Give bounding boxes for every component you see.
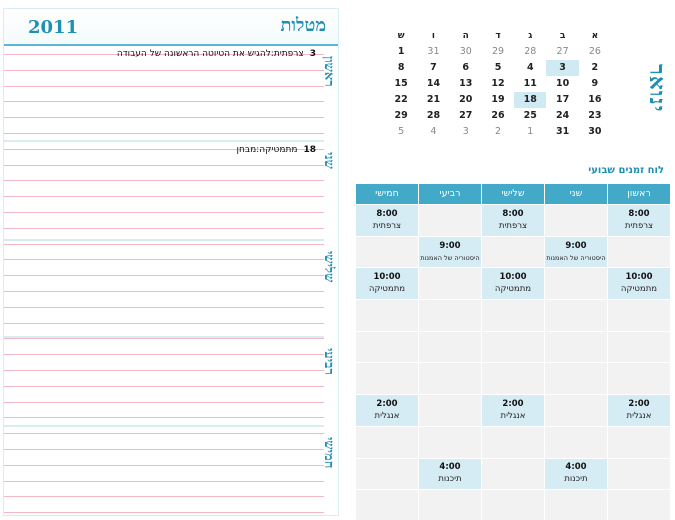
calendar-week-row xyxy=(385,124,611,140)
slot-time: 4:00 xyxy=(565,462,587,473)
schedule-slot[interactable] xyxy=(418,458,481,490)
calendar-day[interactable]: 28 xyxy=(426,110,441,121)
task-text: מתמטיקה:מבחן xyxy=(236,145,298,155)
schedule-slot[interactable] xyxy=(481,204,544,236)
schedule-slot[interactable] xyxy=(355,299,418,331)
calendar-day[interactable]: 2 xyxy=(494,126,502,137)
ruled-line xyxy=(4,465,324,466)
section-divider xyxy=(4,425,324,427)
task-entry[interactable] xyxy=(117,49,316,59)
slot-time: 2:00 xyxy=(502,398,524,409)
task-day-label: חמישי xyxy=(321,437,336,469)
ruled-line xyxy=(4,165,324,166)
schedule-slot[interactable] xyxy=(355,204,418,236)
schedule-row xyxy=(355,362,670,394)
schedule-slot[interactable] xyxy=(418,426,481,458)
schedule-slot[interactable] xyxy=(481,236,544,268)
month-name: ינואר xyxy=(644,63,670,113)
calendar-weekday: א xyxy=(591,31,599,41)
ruled-line xyxy=(4,402,324,403)
calendar-day[interactable]: 25 xyxy=(523,110,537,121)
calendar-weekday: ג xyxy=(528,31,533,41)
ruled-line xyxy=(4,275,324,276)
schedule-row xyxy=(355,426,670,458)
calendar-day[interactable]: 28 xyxy=(524,46,537,57)
calendar-day[interactable]: 3 xyxy=(546,60,578,76)
calendar-weekday: ב xyxy=(559,31,566,41)
ruled-line xyxy=(4,338,324,339)
schedule-slot[interactable] xyxy=(607,267,670,299)
calendar-day[interactable]: 14 xyxy=(426,78,441,89)
ruled-line xyxy=(4,259,324,260)
ruled-line xyxy=(4,449,324,450)
schedule-row xyxy=(355,299,670,331)
schedule-slot[interactable] xyxy=(607,204,670,236)
schedule-slot[interactable] xyxy=(481,267,544,299)
schedule-slot[interactable] xyxy=(607,458,670,490)
schedule-row xyxy=(355,458,670,490)
task-day-label: ראשון xyxy=(321,56,336,87)
calendar-day[interactable]: 7 xyxy=(430,62,437,73)
slot-subject: אנגלית xyxy=(500,410,526,421)
calendar-day[interactable]: 27 xyxy=(459,110,473,121)
schedule-slot[interactable] xyxy=(544,362,607,394)
calendar-weekday: ה xyxy=(462,31,469,41)
task-day-number: 18 xyxy=(303,145,316,155)
task-day-label: שני xyxy=(321,152,336,169)
schedule-slot[interactable] xyxy=(544,236,607,268)
ruled-line xyxy=(4,323,324,324)
task-day-number: 3 xyxy=(309,49,316,59)
slot-time: 9:00 xyxy=(565,240,587,251)
schedule-row xyxy=(355,267,670,299)
schedule-slot[interactable] xyxy=(481,394,544,426)
schedule-slot[interactable] xyxy=(418,331,481,363)
slot-time: 8:00 xyxy=(376,208,398,219)
calendar-day[interactable]: 9 xyxy=(591,78,599,89)
schedule-slot[interactable] xyxy=(607,362,670,394)
calendar-day[interactable]: 15 xyxy=(394,78,408,89)
calendar-day[interactable]: 30 xyxy=(588,126,602,137)
section-divider xyxy=(4,336,324,338)
calendar-day[interactable]: 23 xyxy=(588,110,602,121)
schedule-slot[interactable] xyxy=(544,299,607,331)
calendar-day[interactable]: 19 xyxy=(491,94,505,105)
calendar-week-row xyxy=(385,92,611,108)
schedule-slot[interactable] xyxy=(418,299,481,331)
calendar-day[interactable]: 5 xyxy=(398,126,405,137)
schedule-day-header: רביעי xyxy=(418,184,481,204)
ruled-line xyxy=(4,228,324,229)
header-divider xyxy=(4,44,338,46)
slot-time: 2:00 xyxy=(376,398,398,409)
schedule-slot[interactable] xyxy=(355,362,418,394)
schedule-slot[interactable] xyxy=(418,267,481,299)
ruled-lines xyxy=(4,48,324,516)
schedule-slot[interactable] xyxy=(544,204,607,236)
year-label: 2011 xyxy=(28,17,79,38)
schedule-slot[interactable] xyxy=(544,331,607,363)
calendar-day[interactable]: 3 xyxy=(462,126,469,137)
task-text: צרפתית:להגיש את הטיוטה הראשונה של העבודה xyxy=(116,49,304,59)
calendar-day[interactable]: 1 xyxy=(397,46,405,57)
slot-time: 10:00 xyxy=(625,272,653,283)
slot-subject: היסטוריה של האמנות xyxy=(420,253,480,262)
calendar-day[interactable]: 29 xyxy=(491,46,505,57)
slot-time: 8:00 xyxy=(628,208,650,219)
ruled-line xyxy=(4,433,324,434)
calendar-day[interactable]: 1 xyxy=(527,126,534,137)
calendar-day[interactable]: 27 xyxy=(556,46,569,57)
ruled-line xyxy=(4,70,324,71)
schedule-slot[interactable] xyxy=(355,489,418,520)
calendar-day[interactable]: 26 xyxy=(588,46,601,57)
calendar-day[interactable]: 4 xyxy=(526,62,534,73)
schedule-slot[interactable] xyxy=(544,489,607,520)
calendar-day[interactable]: 13 xyxy=(459,78,473,89)
schedule-slot[interactable] xyxy=(481,331,544,363)
schedule-row xyxy=(355,394,670,426)
slot-time: 2:00 xyxy=(628,398,650,409)
slot-subject: היסטוריה של האמנות xyxy=(546,253,606,262)
calendar-weekday: ו xyxy=(431,31,435,41)
calendar-day[interactable]: 31 xyxy=(427,46,440,57)
schedule-day-header: שני xyxy=(544,184,607,204)
section-divider xyxy=(4,140,324,142)
ruled-line xyxy=(4,212,324,213)
schedule-row xyxy=(355,331,670,363)
slot-time: 10:00 xyxy=(373,272,401,283)
ruled-line xyxy=(4,196,324,197)
schedule-slot[interactable] xyxy=(481,299,544,331)
schedule-slot[interactable] xyxy=(481,489,544,520)
schedule-row xyxy=(355,236,670,268)
slot-subject: תיכנות xyxy=(564,474,588,485)
schedule-row xyxy=(355,204,670,236)
schedule-slot[interactable] xyxy=(355,267,418,299)
calendar-day[interactable]: 29 xyxy=(394,110,408,121)
schedule-slot[interactable] xyxy=(418,489,481,520)
tasks-header xyxy=(4,9,338,43)
schedule-slot[interactable] xyxy=(607,394,670,426)
slot-subject: מתמטיקה xyxy=(620,284,658,295)
schedule-slot[interactable] xyxy=(355,236,418,268)
schedule-slot[interactable] xyxy=(481,458,544,490)
task-day-label: רביעי xyxy=(321,348,336,375)
schedule-slot[interactable] xyxy=(607,331,670,363)
schedule-slot[interactable] xyxy=(607,236,670,268)
schedule-slot[interactable] xyxy=(418,362,481,394)
weekly-schedule xyxy=(355,184,670,520)
schedule-slot[interactable] xyxy=(481,362,544,394)
calendar-weekday: ש xyxy=(397,31,405,41)
slot-subject: מתמטיקה xyxy=(368,284,406,295)
ruled-line xyxy=(4,244,324,245)
calendar-weekday-row xyxy=(385,28,611,44)
ruled-line xyxy=(4,180,324,181)
calendar-day[interactable]: 21 xyxy=(426,94,441,105)
slot-subject: אנגלית xyxy=(374,410,400,421)
slot-subject: צרפתית xyxy=(624,220,654,231)
ruled-line xyxy=(4,496,324,497)
calendar-day[interactable]: 17 xyxy=(555,94,570,105)
mini-calendar xyxy=(385,28,611,140)
schedule-slot[interactable] xyxy=(355,394,418,426)
calendar-day[interactable]: 2 xyxy=(591,62,599,73)
calendar-day[interactable]: 18 xyxy=(514,92,546,108)
calendar-day[interactable]: 24 xyxy=(555,110,570,121)
ruled-line xyxy=(4,291,324,292)
slot-time: 9:00 xyxy=(439,240,461,251)
calendar-week-row xyxy=(385,60,611,76)
schedule-slot[interactable] xyxy=(418,236,481,268)
ruled-line xyxy=(4,86,324,87)
schedule-slot[interactable] xyxy=(418,204,481,236)
tasks-title: מטלות xyxy=(280,15,326,36)
schedule-title: לוח זמנים שבועי xyxy=(588,165,664,176)
calendar-day[interactable]: 31 xyxy=(555,126,570,137)
schedule-slot[interactable] xyxy=(355,458,418,490)
schedule-slot[interactable] xyxy=(355,426,418,458)
calendar-day[interactable]: 8 xyxy=(397,62,405,73)
calendar-day[interactable]: 4 xyxy=(430,126,437,137)
schedule-slot[interactable] xyxy=(544,394,607,426)
ruled-line xyxy=(4,307,324,308)
schedule-row xyxy=(355,489,670,520)
calendar-day[interactable]: 30 xyxy=(459,46,472,57)
slot-time: 8:00 xyxy=(502,208,524,219)
calendar-day[interactable]: 11 xyxy=(523,78,537,89)
calendar-day[interactable]: 5 xyxy=(494,62,502,73)
slot-subject: מתמטיקה xyxy=(494,284,532,295)
schedule-day-header: ראשון xyxy=(607,184,670,204)
slot-subject: צרפתית xyxy=(498,220,528,231)
schedule-slot[interactable] xyxy=(607,299,670,331)
calendar-weekday: ד xyxy=(495,31,501,41)
ruled-line xyxy=(4,386,324,387)
ruled-line xyxy=(4,117,324,118)
calendar-day[interactable]: 26 xyxy=(491,110,505,121)
slot-subject: צרפתית xyxy=(372,220,402,231)
schedule-slot[interactable] xyxy=(481,426,544,458)
ruled-line xyxy=(4,512,324,513)
calendar-day[interactable]: 22 xyxy=(394,94,408,105)
schedule-slot[interactable] xyxy=(607,426,670,458)
schedule-slot[interactable] xyxy=(607,489,670,520)
calendar-day[interactable]: 16 xyxy=(588,94,602,105)
task-entry[interactable] xyxy=(237,145,316,155)
ruled-line xyxy=(4,417,324,418)
ruled-line xyxy=(4,370,324,371)
slot-subject: אנגלית xyxy=(626,410,652,421)
slot-subject: תיכנות xyxy=(438,474,462,485)
section-divider xyxy=(4,239,324,241)
task-day-label: שלישי xyxy=(321,251,336,283)
schedule-slot[interactable] xyxy=(418,394,481,426)
tasks-page xyxy=(3,8,339,516)
ruled-line xyxy=(4,481,324,482)
ruled-line xyxy=(4,101,324,102)
calendar-day[interactable]: 20 xyxy=(459,94,473,105)
schedule-day-header: חמישי xyxy=(355,184,418,204)
schedule-slot[interactable] xyxy=(544,426,607,458)
schedule-day-header: שלישי xyxy=(481,184,544,204)
schedule-header-row xyxy=(355,184,670,204)
calendar-week-row xyxy=(385,108,611,124)
calendar-page xyxy=(340,8,672,516)
schedule-slot[interactable] xyxy=(544,267,607,299)
schedule-slot[interactable] xyxy=(355,331,418,363)
calendar-day[interactable]: 6 xyxy=(462,62,470,73)
ruled-line xyxy=(4,354,324,355)
ruled-line xyxy=(4,133,324,134)
calendar-week-row xyxy=(385,76,611,92)
calendar-day[interactable]: 12 xyxy=(491,78,505,89)
calendar-week-row xyxy=(385,44,611,60)
calendar-day[interactable]: 10 xyxy=(555,78,570,89)
slot-time: 4:00 xyxy=(439,462,461,473)
slot-time: 10:00 xyxy=(499,272,527,283)
schedule-slot[interactable] xyxy=(544,458,607,490)
